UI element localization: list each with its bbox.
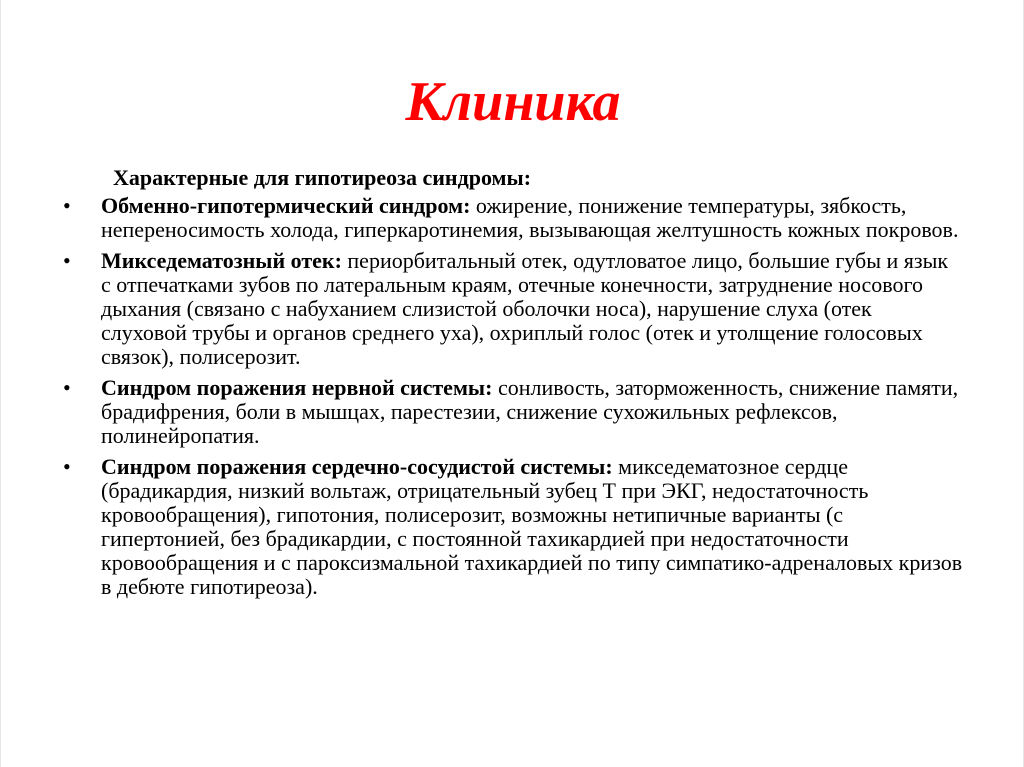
item-text: ожирение, понижение температуры, зябкость, непереносимость холода, гиперкаротинемия, вызывающая желтушность кожных покровов.: [101, 193, 959, 242]
intro-heading: Характерные для гипотиреоза синдромы:: [113, 165, 532, 190]
list-item-metabolic: [63, 194, 963, 242]
item-term: Синдром поражения нервной системы:: [101, 375, 493, 400]
item-text: микседематозное сердце (брадикардия, низкий вольтаж, отрицательный зубец Т при ЭКГ, недостаточность кровообращения), гипотония, полисерозит, возможны нетипичные варианты (с гипертонией, без брадикардии, с постоянной тахикардией при недостаточности кровообращения и с пароксизмальной тахикардией по типу симпатико-адреналовых кризов в дебюте гипотиреоза).: [101, 454, 963, 599]
list-item-cardiovascular: [63, 455, 963, 599]
item-text: сонливость, заторможенность, снижение памяти, брадифрения, боли в мышцах, парестезии, снижение сухожильных рефлексов, полинейропатия.: [101, 375, 959, 448]
list-item-nervous: [63, 376, 963, 448]
item-term: Синдром поражения сердечно-сосудистой системы:: [101, 454, 613, 479]
item-term: Обменно-гипотермический синдром:: [101, 193, 471, 218]
item-term: Микседематозный отек:: [101, 248, 342, 273]
bullet-icon: •: [63, 193, 71, 218]
bullet-icon: •: [63, 375, 71, 400]
syndrome-list: [63, 194, 963, 599]
list-item-myxedema: [63, 249, 963, 369]
slide-content: [63, 166, 963, 606]
bullet-icon: •: [63, 454, 71, 479]
slide-title: Клиника: [405, 71, 621, 133]
item-text: периорбитальный отек, одутловатое лицо, большие губы и язык с отпечатками зубов по латеральным краям, отечные конечности, затруднение носового дыхания (связано с набуханием слизистой оболочки носа), нарушение слуха (отек слуховой трубы и органов среднего уха), охриплый голос (отек и утолщение голосовых связок), полисерозит.: [101, 248, 949, 369]
bullet-icon: •: [63, 248, 71, 273]
